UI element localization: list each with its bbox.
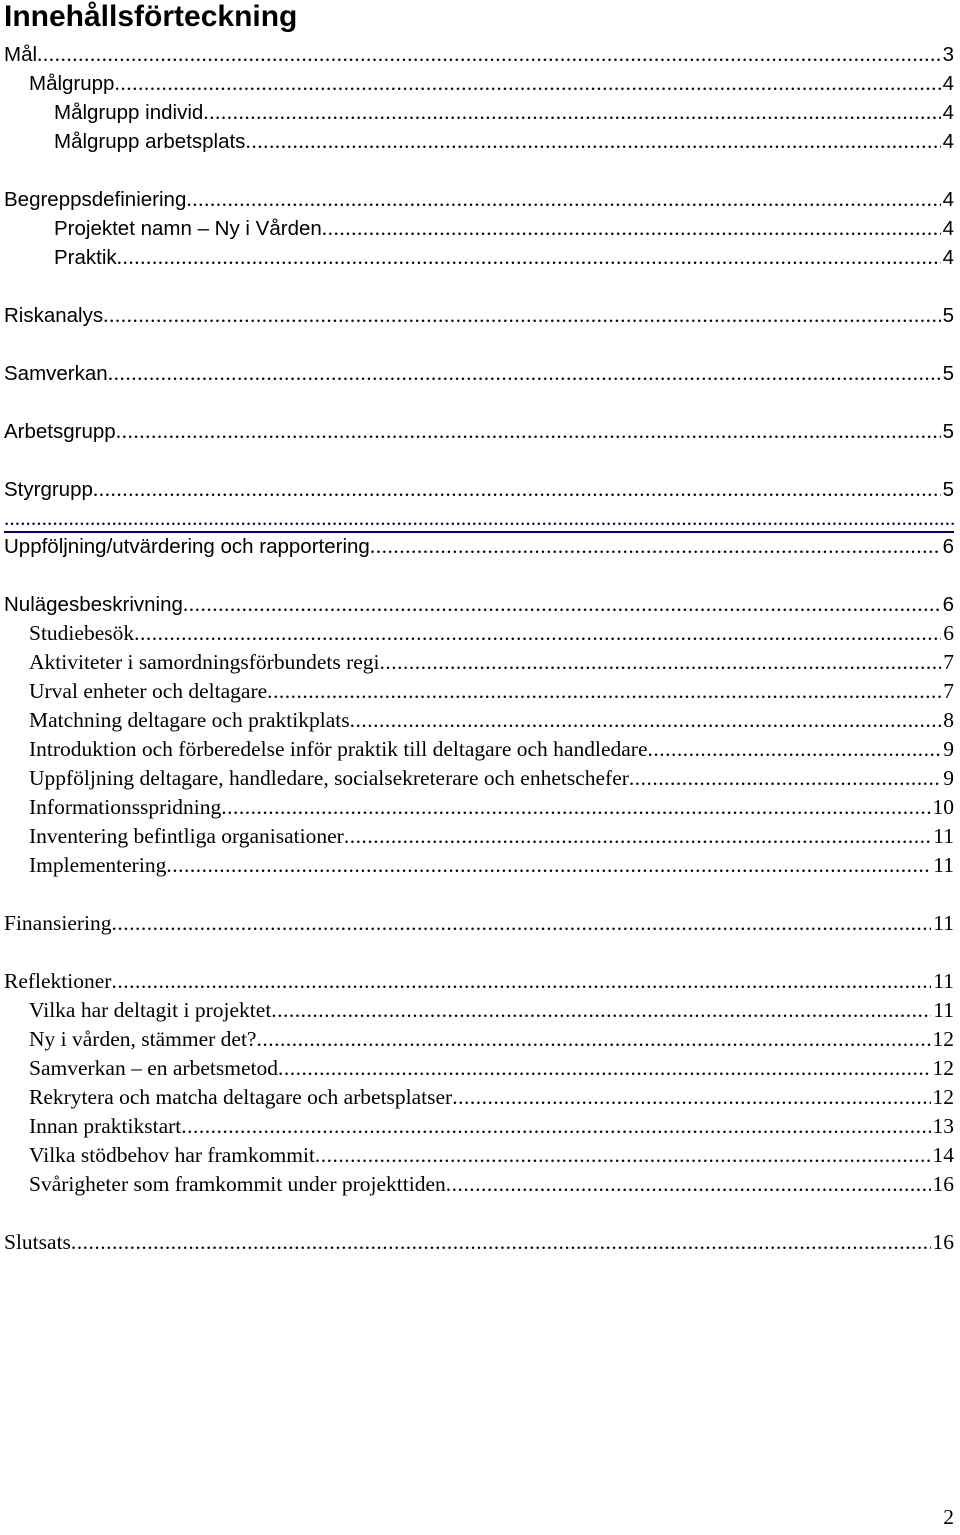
toc-entry-malgrupp-individ[interactable] xyxy=(4,98,954,127)
dot-leader xyxy=(116,417,941,446)
toc-entry-page: 14 xyxy=(932,1143,954,1167)
toc-entry-label: Samverkan xyxy=(4,362,108,385)
dot-leader xyxy=(103,301,940,330)
toc-entry-page: 6 xyxy=(942,535,954,558)
toc-entry-label: Studiebesök xyxy=(29,621,135,645)
toc-entry-page: 11 xyxy=(933,911,954,935)
toc-entry-mal[interactable] xyxy=(4,40,954,69)
dot-leader xyxy=(452,1083,930,1112)
dot-leader xyxy=(111,967,931,996)
dot-leader xyxy=(315,1141,931,1170)
toc-entry-page: 9 xyxy=(943,766,954,790)
toc-entry-page: 5 xyxy=(942,420,954,443)
toc-entry-label: Urval enheter och deltagare xyxy=(29,679,268,703)
toc-entry-page: 11 xyxy=(933,824,954,848)
toc-entry-studiebesok[interactable] xyxy=(4,619,954,648)
toc-entry-page: 4 xyxy=(942,72,954,95)
toc-entry-malgrupp[interactable] xyxy=(4,69,954,98)
toc-entry-label: Målgrupp arbetsplats xyxy=(54,130,246,153)
toc-entry-page: 4 xyxy=(942,188,954,211)
toc-entry-page: 12 xyxy=(932,1085,954,1109)
toc-entry-label: Reflektioner xyxy=(4,969,112,993)
toc-entry-urval[interactable] xyxy=(4,677,954,706)
toc-entry-introduktion[interactable] xyxy=(4,735,954,764)
dot-leader xyxy=(278,1054,931,1083)
toc-entry-label: Slutsats xyxy=(4,1230,71,1254)
toc-entry-page: 3 xyxy=(942,43,954,66)
dot-leader xyxy=(117,243,941,272)
toc-entry-praktik[interactable] xyxy=(4,243,954,272)
toc-entry-samverkan[interactable] xyxy=(4,359,954,388)
toc-entry-slutsats[interactable] xyxy=(4,1228,954,1257)
table-of-contents xyxy=(4,40,954,1257)
toc-entry-page: 10 xyxy=(932,795,954,819)
toc-entry-page: 12 xyxy=(932,1027,954,1051)
hyperlink-dot-leader xyxy=(4,504,954,533)
dot-leader xyxy=(380,648,942,677)
toc-hyperlink-dots[interactable] xyxy=(4,504,954,532)
toc-entry-informationsspridning[interactable] xyxy=(4,793,954,822)
toc-entry-label: Styrgrupp xyxy=(4,478,93,501)
toc-entry-label: Arbetsgrupp xyxy=(4,420,116,443)
dot-leader xyxy=(256,1025,930,1054)
dot-leader xyxy=(322,214,941,243)
dot-leader xyxy=(108,359,941,388)
toc-entry-label: Nulägesbeskrivning xyxy=(4,593,183,616)
toc-entry-label: Uppföljning/utvärdering och rapportering xyxy=(4,535,370,558)
dot-leader xyxy=(166,851,931,880)
toc-entry-label: Riskanalys xyxy=(4,304,104,327)
toc-entry-label: Svårigheter som framkommit under projekttiden xyxy=(29,1172,446,1196)
toc-entry-rekrytera[interactable] xyxy=(4,1083,954,1112)
toc-entry-projektet-namn[interactable] xyxy=(4,214,954,243)
toc-entry-nulagesbeskrivning[interactable] xyxy=(4,590,954,619)
toc-entry-svarigheter[interactable] xyxy=(4,1170,954,1199)
page-title: Innehållsförteckning xyxy=(4,0,298,33)
toc-entry-page: 6 xyxy=(943,621,954,645)
toc-entry-label: Vilka stödbehov har framkommit xyxy=(29,1143,315,1167)
dot-leader xyxy=(647,735,941,764)
toc-entry-page: 11 xyxy=(933,998,954,1022)
toc-entry-label: Ny i vården, stämmer det? xyxy=(29,1027,257,1051)
dot-leader xyxy=(271,996,931,1025)
dot-leader xyxy=(203,98,940,127)
toc-entry-page: 16 xyxy=(932,1172,954,1196)
toc-entry-label: Introduktion och förberedelse inför praktik till deltagare och handledare xyxy=(29,737,648,761)
toc-entry-begreppsdefiniering[interactable] xyxy=(4,185,954,214)
toc-entry-page: 11 xyxy=(933,853,954,877)
toc-entry-label: Vilka har deltagit i projektet xyxy=(29,998,272,1022)
toc-entry-page: 4 xyxy=(942,217,954,240)
toc-entry-stodbehov[interactable] xyxy=(4,1141,954,1170)
dot-leader xyxy=(37,40,941,69)
dot-leader xyxy=(446,1170,931,1199)
toc-entry-styrgrupp[interactable] xyxy=(4,475,954,504)
toc-entry-label: Innan praktikstart xyxy=(29,1114,182,1138)
toc-entry-page: 12 xyxy=(932,1056,954,1080)
toc-entry-label: Målgrupp xyxy=(29,72,115,95)
dot-leader xyxy=(183,590,941,619)
toc-entry-label: Informationsspridning xyxy=(29,795,222,819)
toc-entry-label: Projektet namn – Ny i Vården xyxy=(54,217,322,240)
toc-entry-label: Rekrytera och matcha deltagare och arbetsplatser xyxy=(29,1085,453,1109)
dot-leader xyxy=(267,677,941,706)
toc-entry-uppfoljning-deltagare[interactable] xyxy=(4,764,954,793)
toc-entry-matchning[interactable] xyxy=(4,706,954,735)
dot-leader xyxy=(350,706,942,735)
toc-entry-ny-i-varden[interactable] xyxy=(4,1025,954,1054)
toc-entry-page: 7 xyxy=(943,679,954,703)
toc-entry-label: Finansiering xyxy=(4,911,112,935)
toc-entry-page: 4 xyxy=(942,101,954,124)
toc-entry-page: 5 xyxy=(942,304,954,327)
toc-entry-page: 8 xyxy=(943,708,954,732)
dot-leader xyxy=(134,619,941,648)
toc-entry-page: 6 xyxy=(942,593,954,616)
toc-entry-label: Samverkan – en arbetsmetod xyxy=(29,1056,278,1080)
toc-entry-riskanalys[interactable] xyxy=(4,301,954,330)
toc-entry-finansiering[interactable] xyxy=(4,909,954,938)
toc-entry-page: 4 xyxy=(942,130,954,153)
toc-entry-label: Målgrupp individ xyxy=(54,101,204,124)
toc-entry-label: Aktiviteter i samordningsförbundets regi xyxy=(29,650,380,674)
toc-entry-uppfoljning-utvardering[interactable] xyxy=(4,532,954,561)
toc-entry-page: 16 xyxy=(932,1230,954,1254)
toc-entry-page: 9 xyxy=(943,737,954,761)
toc-entry-vilka-har-deltagit[interactable] xyxy=(4,996,954,1025)
dot-leader xyxy=(221,793,930,822)
toc-entry-page: 11 xyxy=(933,969,954,993)
dot-leader xyxy=(629,764,941,793)
dot-leader xyxy=(114,69,940,98)
toc-entry-samverkan-arbetsmetod[interactable] xyxy=(4,1054,954,1083)
dot-leader xyxy=(186,185,940,214)
toc-entry-label: Praktik xyxy=(54,246,117,269)
toc-entry-arbetsgrupp[interactable] xyxy=(4,417,954,446)
dot-leader xyxy=(71,1228,931,1257)
toc-entry-inventering[interactable] xyxy=(4,822,954,851)
toc-entry-aktiviteter[interactable] xyxy=(4,648,954,677)
dot-leader xyxy=(370,532,941,561)
dot-leader xyxy=(245,127,940,156)
toc-entry-label: Begreppsdefiniering xyxy=(4,188,187,211)
toc-entry-page: 5 xyxy=(942,362,954,385)
dot-leader xyxy=(93,475,941,504)
toc-entry-label: Matchning deltagare och praktikplats xyxy=(29,708,350,732)
toc-entry-label: Implementering xyxy=(29,853,167,877)
toc-entry-page: 7 xyxy=(943,650,954,674)
toc-entry-malgrupp-arbetsplats[interactable] xyxy=(4,127,954,156)
toc-entry-reflektioner[interactable] xyxy=(4,967,954,996)
toc-entry-innan-praktikstart[interactable] xyxy=(4,1112,954,1141)
dot-leader xyxy=(181,1112,930,1141)
dot-leader xyxy=(344,822,931,851)
toc-entry-label: Uppföljning deltagare, handledare, socialsekreterare och enhetschefer xyxy=(29,766,629,790)
toc-entry-label: Mål xyxy=(4,43,38,66)
toc-entry-label: Inventering befintliga organisationer xyxy=(29,824,344,848)
toc-entry-implementering[interactable] xyxy=(4,851,954,880)
dot-leader xyxy=(112,909,932,938)
toc-entry-page: 5 xyxy=(942,478,954,501)
toc-entry-page: 13 xyxy=(932,1114,954,1138)
page-number: 2 xyxy=(943,1505,954,1529)
toc-entry-page: 4 xyxy=(942,246,954,269)
